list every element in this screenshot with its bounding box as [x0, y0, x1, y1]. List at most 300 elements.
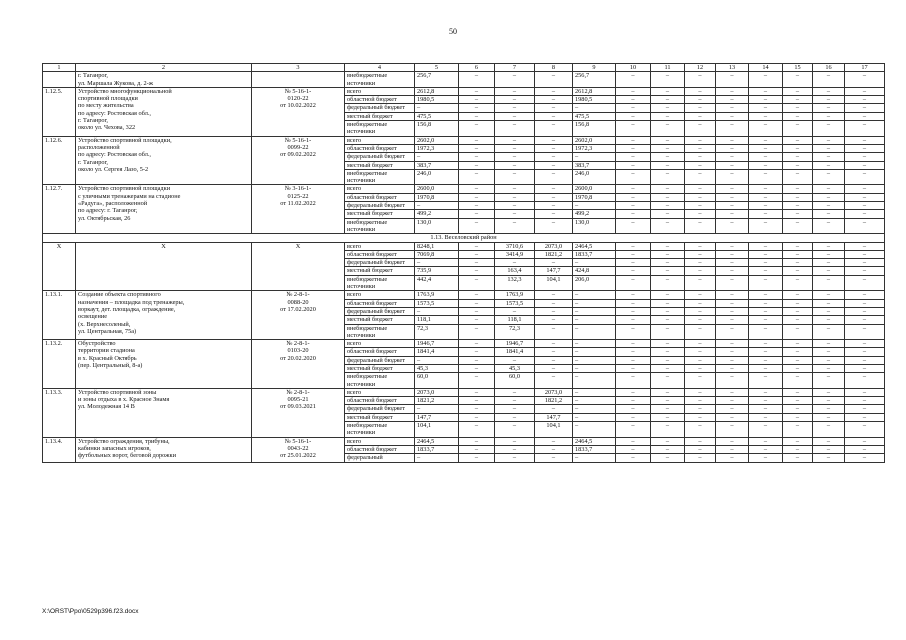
text-line: от 25.01.2022	[280, 452, 316, 460]
amount-cell: 475,5	[415, 112, 459, 120]
funding-source-cell: внебюджетные источники	[345, 275, 415, 291]
amount-cell: –	[495, 445, 535, 453]
empty-year-cell: –	[616, 316, 651, 324]
text-line: по месту жительства	[78, 102, 134, 110]
amount-cell: –	[535, 136, 573, 144]
amount-cell: –	[459, 373, 495, 389]
empty-year-cell: –	[813, 193, 845, 201]
amount-cell: –	[535, 112, 573, 120]
amount-cell: –	[459, 299, 495, 307]
empty-year-cell: –	[783, 153, 813, 161]
empty-year-cell: –	[813, 307, 845, 315]
empty-year-cell: –	[813, 72, 845, 88]
amount-cell: –	[573, 422, 616, 438]
empty-year-cell: –	[813, 242, 845, 250]
empty-year-cell: –	[749, 104, 783, 112]
empty-year-cell: –	[685, 397, 716, 405]
empty-year-cell: –	[813, 437, 845, 445]
text-line: освещение	[78, 313, 108, 321]
empty-year-cell: –	[749, 364, 783, 372]
amount-cell: –	[495, 356, 535, 364]
column-number-row	[43, 64, 885, 72]
empty-year-cell: –	[685, 87, 716, 95]
amount-cell: 1763,9	[495, 291, 535, 299]
empty-year-cell: –	[783, 340, 813, 348]
item-number-cell	[43, 72, 76, 88]
item-name-cell: X	[76, 242, 252, 291]
empty-year-cell: –	[716, 104, 749, 112]
amount-cell: –	[459, 422, 495, 438]
empty-year-cell: –	[749, 210, 783, 218]
text-line: от 09.02.2022	[280, 151, 316, 159]
empty-year-cell: –	[783, 144, 813, 152]
text-line: «Радуга», расположенной	[78, 200, 148, 208]
amount-cell: –	[459, 324, 495, 340]
empty-year-cell: –	[749, 169, 783, 185]
funding-source-cell: внебюджетные источники	[345, 218, 415, 234]
amount-cell: 1980,5	[573, 96, 616, 104]
text-line: от 10.02.2022	[280, 102, 316, 110]
funding-source-cell: местный бюджет	[345, 364, 415, 372]
empty-year-cell: –	[783, 136, 813, 144]
empty-year-cell: –	[783, 169, 813, 185]
empty-year-cell: –	[716, 72, 749, 88]
table-row	[43, 291, 885, 299]
empty-year-cell: –	[685, 193, 716, 201]
empty-year-cell: –	[845, 388, 885, 396]
column-number-cell: 11	[651, 64, 685, 72]
funding-source-cell: местный бюджет	[345, 161, 415, 169]
column-number-cell: 17	[845, 64, 885, 72]
column-number-cell: 10	[616, 64, 651, 72]
amount-cell: 2600,0	[415, 185, 459, 193]
empty-year-cell: –	[685, 324, 716, 340]
item-number-cell: X	[43, 242, 76, 291]
amount-cell: –	[459, 259, 495, 267]
empty-year-cell: –	[783, 185, 813, 193]
item-name-cell	[76, 72, 252, 88]
amount-cell: –	[415, 259, 459, 267]
empty-year-cell: –	[685, 144, 716, 152]
column-number-cell: 14	[749, 64, 783, 72]
item-number-cell: 1.12.5.	[43, 87, 76, 136]
empty-year-cell: –	[616, 299, 651, 307]
text-line: № 2-8-1-	[286, 388, 310, 396]
text-line: № 5-16-1-	[284, 136, 312, 144]
funding-source-cell: всего	[345, 87, 415, 95]
text-line: 0099-22	[287, 143, 309, 151]
funding-source-cell: внебюджетные источники	[345, 373, 415, 389]
empty-year-cell: –	[845, 202, 885, 210]
text-line: от 11.02.2022	[280, 200, 316, 208]
amount-cell: –	[459, 364, 495, 372]
item-name-cell	[76, 437, 252, 462]
empty-year-cell: –	[716, 316, 749, 324]
amount-cell: –	[573, 316, 616, 324]
empty-year-cell: –	[651, 405, 685, 413]
amount-cell: 45,3	[415, 364, 459, 372]
amount-cell: –	[573, 373, 616, 389]
amount-cell: –	[459, 136, 495, 144]
column-number-cell: 12	[685, 64, 716, 72]
empty-year-cell: –	[716, 185, 749, 193]
amount-cell: 424,8	[573, 267, 616, 275]
amount-cell: –	[459, 388, 495, 396]
page-number: 50	[449, 27, 457, 36]
amount-cell: 130,0	[415, 218, 459, 234]
empty-year-cell: –	[749, 356, 783, 364]
empty-year-cell: –	[813, 275, 845, 291]
empty-year-cell: –	[616, 454, 651, 462]
empty-year-cell: –	[845, 445, 885, 453]
empty-year-cell: –	[716, 291, 749, 299]
amount-cell: 1841,4	[495, 348, 535, 356]
amount-cell: 1821,2	[415, 397, 459, 405]
text-line: (х. Верхнесоленый,	[78, 320, 131, 328]
empty-year-cell: –	[783, 121, 813, 137]
empty-year-cell: –	[616, 169, 651, 185]
empty-year-cell: –	[616, 364, 651, 372]
registration-cell	[252, 388, 345, 437]
empty-year-cell: –	[845, 121, 885, 137]
amount-cell: 442,4	[415, 275, 459, 291]
funding-source-cell: внебюджетные источники	[345, 324, 415, 340]
text-line: воркаут, дет. площадка, ограждение,	[78, 305, 176, 313]
amount-cell: –	[573, 405, 616, 413]
empty-year-cell: –	[651, 161, 685, 169]
empty-year-cell: –	[685, 275, 716, 291]
amount-cell: 475,5	[573, 112, 616, 120]
empty-year-cell: –	[749, 218, 783, 234]
funding-source-cell: местный бюджет	[345, 210, 415, 218]
empty-year-cell: –	[813, 259, 845, 267]
text-line: 0043-22	[287, 444, 309, 452]
amount-cell: –	[495, 153, 535, 161]
empty-year-cell: –	[616, 87, 651, 95]
empty-year-cell: –	[749, 267, 783, 275]
empty-year-cell: –	[813, 121, 845, 137]
empty-year-cell: –	[716, 250, 749, 258]
item-name-cell	[76, 185, 252, 234]
table-row	[43, 437, 885, 445]
empty-year-cell: –	[845, 193, 885, 201]
empty-year-cell: –	[651, 348, 685, 356]
column-number-cell: 3	[252, 64, 345, 72]
empty-year-cell: –	[685, 373, 716, 389]
text-line: от 09.03.2021	[280, 403, 316, 411]
text-line: 0125-22	[287, 192, 309, 200]
amount-cell: 72,3	[415, 324, 459, 340]
amount-cell: 2464,5	[573, 242, 616, 250]
empty-year-cell: –	[685, 445, 716, 453]
amount-cell: –	[415, 153, 459, 161]
empty-year-cell: –	[716, 96, 749, 104]
registration-cell	[252, 185, 345, 234]
empty-year-cell: –	[813, 153, 845, 161]
empty-year-cell: –	[651, 144, 685, 152]
funding-source-cell: внебюджетные источники	[345, 169, 415, 185]
table-row	[43, 340, 885, 348]
item-number-cell: 1.13.4.	[43, 437, 76, 462]
empty-year-cell: –	[616, 242, 651, 250]
empty-year-cell: –	[845, 307, 885, 315]
amount-cell: –	[535, 104, 573, 112]
amount-cell: –	[573, 348, 616, 356]
amount-cell: –	[535, 373, 573, 389]
empty-year-cell: –	[749, 185, 783, 193]
text-line: 0120-22	[287, 95, 309, 103]
empty-year-cell: –	[749, 242, 783, 250]
amount-cell: 7069,8	[415, 250, 459, 258]
empty-year-cell: –	[749, 259, 783, 267]
funding-source-cell: федеральный бюджет	[345, 153, 415, 161]
amount-cell: 156,8	[415, 121, 459, 137]
amount-cell: –	[573, 340, 616, 348]
column-number-cell: 8	[535, 64, 573, 72]
amount-cell: –	[573, 397, 616, 405]
empty-year-cell: –	[845, 218, 885, 234]
amount-cell: –	[459, 153, 495, 161]
empty-year-cell: –	[783, 104, 813, 112]
funding-source-cell: областной бюджет	[345, 397, 415, 405]
empty-year-cell: –	[749, 121, 783, 137]
empty-year-cell: –	[616, 445, 651, 453]
empty-year-cell: –	[685, 267, 716, 275]
empty-year-cell: –	[685, 112, 716, 120]
amount-cell: –	[573, 153, 616, 161]
empty-year-cell: –	[616, 96, 651, 104]
amount-cell: 72,3	[495, 324, 535, 340]
item-number-cell: 1.12.7.	[43, 185, 76, 234]
text-line: территории стадиона	[78, 347, 135, 355]
empty-year-cell: –	[845, 437, 885, 445]
amount-cell: –	[573, 388, 616, 396]
funding-source-cell: местный бюджет	[345, 112, 415, 120]
empty-year-cell: –	[685, 242, 716, 250]
amount-cell: –	[535, 218, 573, 234]
empty-year-cell: –	[783, 397, 813, 405]
amount-cell: –	[535, 316, 573, 324]
amount-cell: 1573,5	[495, 299, 535, 307]
empty-year-cell: –	[616, 112, 651, 120]
file-path-footer: X:\ORST\Ppo\0529p396.f23.docx	[42, 608, 139, 615]
amount-cell: –	[459, 87, 495, 95]
empty-year-cell: –	[845, 454, 885, 462]
table-row	[43, 136, 885, 144]
text-line: ул. Октябрьская, 26	[78, 214, 131, 222]
funding-source-cell: всего	[345, 136, 415, 144]
empty-year-cell: –	[685, 299, 716, 307]
funding-source-cell: всего	[345, 291, 415, 299]
text-line: № 5-16-1-	[284, 437, 312, 445]
empty-year-cell: –	[845, 340, 885, 348]
empty-year-cell: –	[845, 259, 885, 267]
amount-cell: –	[573, 291, 616, 299]
amount-cell: –	[459, 348, 495, 356]
empty-year-cell: –	[616, 193, 651, 201]
empty-year-cell: –	[616, 422, 651, 438]
empty-year-cell: –	[716, 202, 749, 210]
funding-source-cell: областной бюджет	[345, 348, 415, 356]
empty-year-cell: –	[783, 307, 813, 315]
empty-year-cell: –	[716, 144, 749, 152]
empty-year-cell: –	[749, 307, 783, 315]
empty-year-cell: –	[783, 405, 813, 413]
amount-cell: 147,7	[415, 413, 459, 421]
amount-cell: 735,9	[415, 267, 459, 275]
empty-year-cell: –	[616, 136, 651, 144]
funding-source-cell: федеральный	[345, 454, 415, 462]
empty-year-cell: –	[845, 112, 885, 120]
text-line: г. Таганрог,	[78, 72, 108, 80]
empty-year-cell: –	[813, 356, 845, 364]
text-line: ул. Маршала Жукова, д. 2-ж	[78, 79, 154, 87]
empty-year-cell: –	[813, 364, 845, 372]
empty-year-cell: –	[749, 153, 783, 161]
empty-year-cell: –	[685, 356, 716, 364]
empty-year-cell: –	[616, 104, 651, 112]
empty-year-cell: –	[813, 210, 845, 218]
empty-year-cell: –	[845, 72, 885, 88]
amount-cell: –	[535, 348, 573, 356]
empty-year-cell: –	[783, 259, 813, 267]
empty-year-cell: –	[845, 413, 885, 421]
amount-cell: –	[495, 405, 535, 413]
amount-cell: 256,7	[573, 72, 616, 88]
empty-year-cell: –	[651, 299, 685, 307]
empty-year-cell: –	[716, 121, 749, 137]
empty-year-cell: –	[749, 340, 783, 348]
empty-year-cell: –	[813, 324, 845, 340]
empty-year-cell: –	[651, 364, 685, 372]
amount-cell: –	[415, 104, 459, 112]
funding-source-cell: федеральный бюджет	[345, 356, 415, 364]
text-line: около ул. Сергея Лазо, 5-2	[78, 165, 149, 173]
amount-cell: –	[495, 202, 535, 210]
empty-year-cell: –	[749, 275, 783, 291]
empty-year-cell: –	[716, 259, 749, 267]
amount-cell: –	[573, 299, 616, 307]
amount-cell: 3414,9	[495, 250, 535, 258]
empty-year-cell: –	[813, 218, 845, 234]
empty-year-cell: –	[616, 202, 651, 210]
empty-year-cell: –	[783, 348, 813, 356]
amount-cell: 1972,3	[573, 144, 616, 152]
empty-year-cell: –	[616, 291, 651, 299]
empty-year-cell: –	[716, 275, 749, 291]
amount-cell: –	[459, 104, 495, 112]
empty-year-cell: –	[716, 193, 749, 201]
empty-year-cell: –	[783, 388, 813, 396]
empty-year-cell: –	[616, 72, 651, 88]
empty-year-cell: –	[813, 445, 845, 453]
empty-year-cell: –	[716, 136, 749, 144]
empty-year-cell: –	[813, 299, 845, 307]
amount-cell: 2602,0	[573, 136, 616, 144]
column-number-cell: 2	[76, 64, 252, 72]
amount-cell: –	[535, 437, 573, 445]
empty-year-cell: –	[783, 437, 813, 445]
empty-year-cell: –	[685, 259, 716, 267]
column-number-cell: 1	[43, 64, 76, 72]
empty-year-cell: –	[845, 364, 885, 372]
amount-cell: –	[459, 397, 495, 405]
amount-cell: –	[535, 405, 573, 413]
empty-year-cell: –	[716, 437, 749, 445]
amount-cell: –	[535, 291, 573, 299]
text-line: Создание объекта спортивного	[78, 291, 161, 299]
empty-year-cell: –	[651, 112, 685, 120]
empty-year-cell: –	[783, 316, 813, 324]
amount-cell: 163,4	[495, 267, 535, 275]
empty-year-cell: –	[616, 405, 651, 413]
empty-year-cell: –	[685, 340, 716, 348]
funding-source-cell: областной бюджет	[345, 144, 415, 152]
amount-cell: 130,0	[573, 218, 616, 234]
empty-year-cell: –	[716, 324, 749, 340]
empty-year-cell: –	[651, 373, 685, 389]
item-number-cell: 1.13.1.	[43, 291, 76, 340]
empty-year-cell: –	[651, 356, 685, 364]
empty-year-cell: –	[783, 72, 813, 88]
amount-cell: –	[495, 112, 535, 120]
table-row	[43, 87, 885, 95]
empty-year-cell: –	[616, 348, 651, 356]
text-line: ул. Центральная, 75а)	[78, 327, 137, 335]
empty-year-cell: –	[845, 356, 885, 364]
empty-year-cell: –	[783, 422, 813, 438]
empty-year-cell: –	[845, 210, 885, 218]
empty-year-cell: –	[749, 405, 783, 413]
amount-cell: 2602,0	[415, 136, 459, 144]
funding-source-cell: областной бюджет	[345, 193, 415, 201]
item-number-cell: 1.12.6.	[43, 136, 76, 185]
amount-cell: –	[495, 72, 535, 88]
empty-year-cell: –	[651, 307, 685, 315]
empty-year-cell: –	[616, 259, 651, 267]
amount-cell: 1980,5	[415, 96, 459, 104]
amount-cell: –	[573, 413, 616, 421]
empty-year-cell: –	[813, 397, 845, 405]
empty-year-cell: –	[783, 202, 813, 210]
amount-cell: –	[535, 356, 573, 364]
amount-cell: 1833,7	[573, 250, 616, 258]
empty-year-cell: –	[651, 437, 685, 445]
empty-year-cell: –	[651, 72, 685, 88]
empty-year-cell: –	[783, 193, 813, 201]
empty-year-cell: –	[651, 388, 685, 396]
item-name-cell	[76, 136, 252, 185]
empty-year-cell: –	[651, 422, 685, 438]
text-line: по адресу: г. Таганрог,	[78, 207, 138, 215]
amount-cell: 2612,8	[573, 87, 616, 95]
empty-year-cell: –	[749, 87, 783, 95]
amount-cell: 118,1	[495, 316, 535, 324]
amount-cell: –	[459, 291, 495, 299]
registration-cell	[252, 72, 345, 88]
empty-year-cell: –	[651, 267, 685, 275]
amount-cell: –	[459, 72, 495, 88]
empty-year-cell: –	[716, 445, 749, 453]
amount-cell: –	[535, 121, 573, 137]
empty-year-cell: –	[845, 267, 885, 275]
text-line: 0095-21	[287, 396, 309, 404]
empty-year-cell: –	[651, 454, 685, 462]
empty-year-cell: –	[685, 185, 716, 193]
empty-year-cell: –	[783, 445, 813, 453]
funding-source-cell: областной бюджет	[345, 96, 415, 104]
empty-year-cell: –	[716, 112, 749, 120]
